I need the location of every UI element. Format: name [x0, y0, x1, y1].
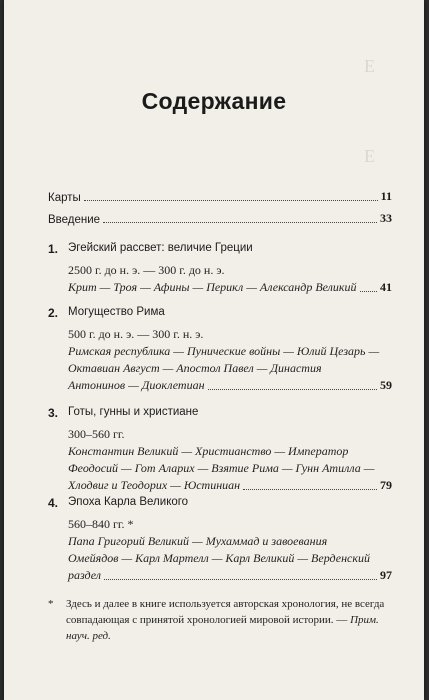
chapter-topics: Папа Григорий Великий — Мухаммад и завоевания: [68, 534, 328, 548]
chapter-number: 2.: [48, 306, 59, 320]
chapter-dates: 560–840 гг. *: [68, 517, 134, 531]
toc-entry-label: Карты: [48, 192, 81, 204]
dot-leader: [360, 291, 377, 292]
chapter-topics: Константин Великий — Христианство — Император: [68, 444, 349, 458]
toc-page-number: 33: [380, 211, 392, 225]
toc-entry-maps[interactable]: [48, 188, 392, 204]
chapter-title: Могущество Рима: [68, 306, 165, 318]
bleed-through-text: E: [364, 146, 375, 166]
chapter-topics: Октавиан Август — Апостол Павел — Династия: [68, 361, 322, 375]
toc-entry-label: Введение: [48, 214, 101, 226]
page-title: Содержание: [141, 88, 287, 114]
toc-chapter-2[interactable]: [48, 306, 392, 394]
chapter-topics: Крит — Троя — Афины — Перикл — Александр Великий: [68, 280, 357, 294]
toc-page-number: 41: [380, 280, 392, 294]
toc-chapter-3[interactable]: [48, 406, 392, 494]
chapter-dates: 2500 г. до н. э. — 300 г. до н. э.: [68, 263, 225, 277]
footnote-attribution: Прим. науч. ред.: [66, 614, 379, 642]
dot-leader: [243, 489, 377, 490]
chapter-topics: Феодосий — Гот Аларих — Взятие Рима — Гунн Атилла —: [68, 461, 375, 475]
chapter-topics: Римская республика — Пунические войны — Юлий Цезарь —: [68, 344, 380, 358]
chapter-topics: Антонинов — Диоклетиан: [68, 378, 205, 392]
chapter-dates: 500 г. до н. э. — 300 г. н. э.: [68, 327, 204, 341]
dot-leader: [208, 389, 377, 390]
bleed-through-text: E: [364, 56, 375, 76]
toc-page-number: 11: [380, 189, 392, 203]
chapter-title: Эпоха Карла Великого: [68, 496, 189, 508]
toc-chapter-1[interactable]: [48, 242, 392, 296]
chapter-title: Эгейский рассвет: величие Греции: [68, 242, 253, 254]
dot-leader: [103, 222, 377, 223]
chapter-number: 1.: [48, 242, 59, 256]
footnote-mark: *: [48, 598, 54, 610]
chapter-dates: 300–560 гг.: [68, 427, 125, 441]
chapter-topics: Хлодвиг и Теодорих — Юстиниан: [68, 478, 241, 492]
toc-page-number: 79: [380, 478, 392, 492]
footnote: [48, 596, 392, 644]
toc-page-number: 97: [380, 568, 392, 582]
toc-chapter-4[interactable]: [48, 496, 392, 584]
chapter-number: 3.: [48, 406, 59, 420]
book-page: [4, 0, 424, 700]
chapter-number: 4.: [48, 496, 59, 510]
chapter-title: Готы, гунны и христиане: [68, 406, 199, 418]
toc-page-number: 59: [380, 378, 392, 392]
toc-entry-introduction[interactable]: [48, 210, 392, 226]
dot-leader: [104, 579, 377, 580]
footnote-text: Здесь и далее в книге используется авторская хронология, не всегда совпадающая с принятой хронологией мировой истории. —: [66, 598, 385, 626]
dot-leader: [84, 200, 378, 201]
chapter-topics: раздел: [68, 568, 101, 582]
chapter-topics: Омейядов — Карл Мартелл — Карл Великий — Верденский: [68, 551, 370, 565]
